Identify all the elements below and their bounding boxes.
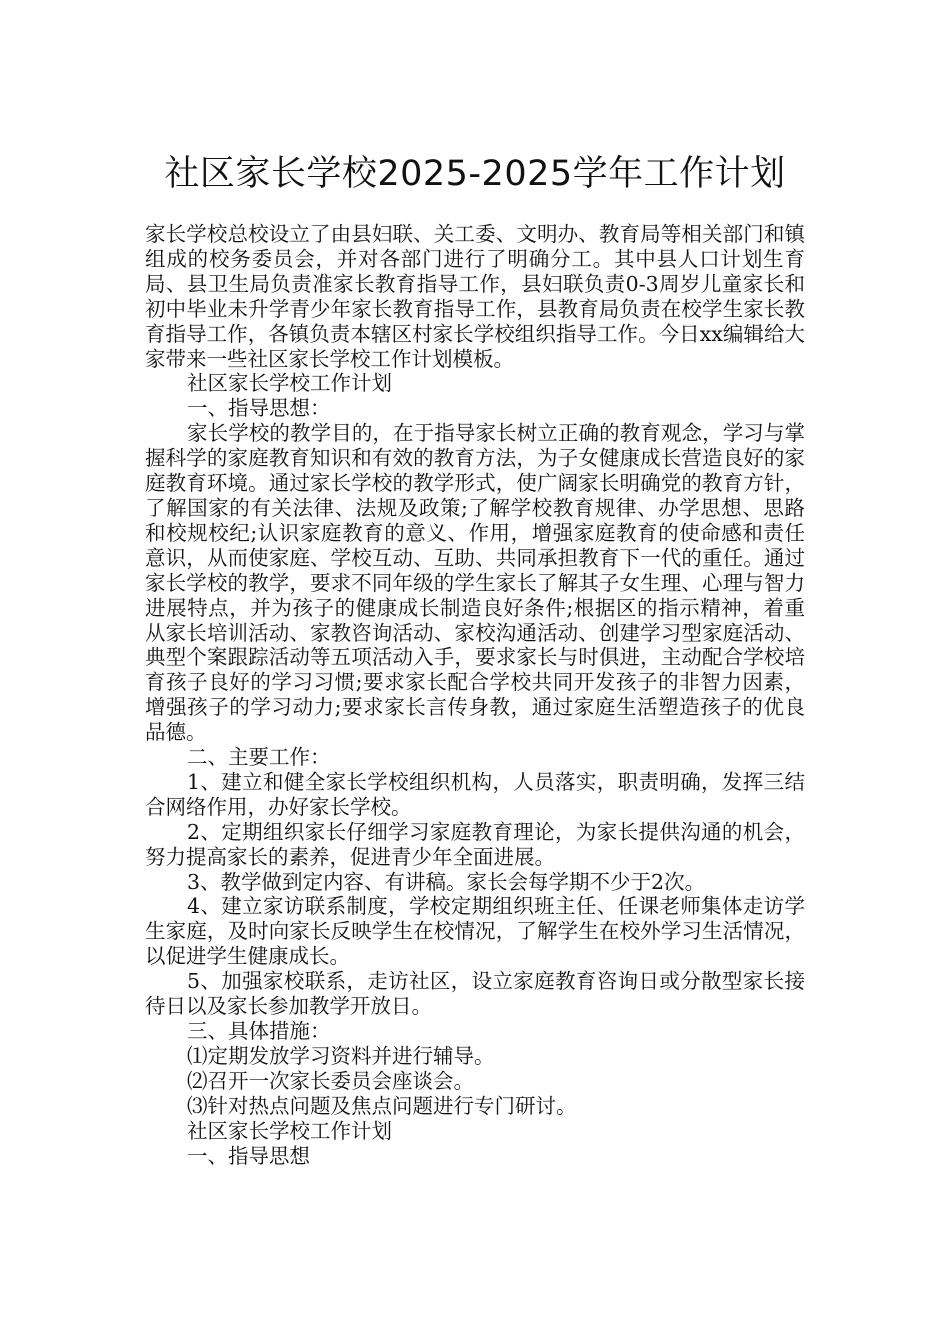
main-work-item-3: 3、教学做到定内容、有讲稿。家长会每学期不少于2次。 xyxy=(187,869,706,894)
measure-item-2: ⑵召开一次家长委员会座谈会。 xyxy=(187,1068,474,1093)
section-heading-main-work: 二、主要工作： xyxy=(187,745,331,770)
measure-item-1: ⑴定期发放学习资料并进行辅导。 xyxy=(187,1043,495,1068)
document-body xyxy=(145,222,805,1168)
section-heading-guiding-thought-2: 一、指导思想 xyxy=(187,1143,310,1168)
document-title: 社区家长学校2025-2025学年工作计划 xyxy=(164,154,786,195)
main-work-item-2: 2、定期组织家长仔细学习家庭教育理论，为家长提供沟通的机会，努力提高家长的素养，促进青少年全面进展。 xyxy=(145,819,805,869)
section-heading-guiding-thought: 一、指导思想： xyxy=(187,396,331,421)
measure-item-3: ⑶针对热点问题及焦点问题进行专门研讨。 xyxy=(187,1093,577,1118)
intro-paragraph: 家长学校总校设立了由县妇联、关工委、文明办、教育局等相关部门和镇组成的校务委员会，并对各部门进行了明确分工。其中县人口计划生育局、县卫生局负责准家长教育指导工作，县妇联负责0-3周岁儿童家长和初中毕业未升学青少年家长教育指导工作，县教育局负责在校学生家长教育指导工作，各镇负责本辖区村家长学校组织指导工作。今日xx编辑给大家带来一些社区家长学校工作计划模板。 xyxy=(145,222,805,371)
main-work-item-4: 4、建立家访联系制度，学校定期组织班主任、任课老师集体走访学生家庭，及时向家长反映学生在校情况，了解学生在校外学习生活情况，以促进学生健康成长。 xyxy=(145,894,805,969)
section-heading-measures: 三、具体措施： xyxy=(187,1019,331,1043)
guiding-thought-paragraph: 家长学校的教学目的，在于指导家长树立正确的教育观念，学习与掌握科学的家庭教育知识和有效的教育方法，为子女健康成长营造良好的家庭教育环境。通过家长学校的教学形式，使广阔家长明确党的教育方针，了解国家的有关法律、法规及政策;了解学校教育规律、办学思想、思路和校规校纪;认识家庭教育的意义、作用，增强家庭教育的使命感和责任意识，从而使家庭、学校互动、互助、共同承担教育下一代的重任。通过家长学校的教学，要求不同年级的学生家长了解其子女生理、心理与智力进展特点，并为孩子的健康成长制造良好条件;根据区的指示精神，着重从家长培训活动、家教咨询活动、家校沟通活动、创建学习型家庭活动、典型个案跟踪活动等五项活动入手，要求家长与时俱进，主动配合学校培育孩子良好的学习习惯;要求家长配合学校共同开发孩子的非智力因素，增强孩子的学习动力;要求家长言传身教，通过家庭生活塑造孩子的优良品德。 xyxy=(145,421,805,745)
section-heading-plan-2: 社区家长学校工作计划 xyxy=(187,1118,392,1143)
section-heading-plan: 社区家长学校工作计划 xyxy=(187,371,392,396)
main-work-item-1: 1、建立和健全家长学校组织机构，人员落实，职责明确，发挥三结合网络作用，办好家长学校。 xyxy=(145,769,805,819)
main-work-item-5: 5、加强家校联系，走访社区，设立家庭教育咨询日或分散型家长接待日以及家长参加教学开放日。 xyxy=(145,969,805,1019)
